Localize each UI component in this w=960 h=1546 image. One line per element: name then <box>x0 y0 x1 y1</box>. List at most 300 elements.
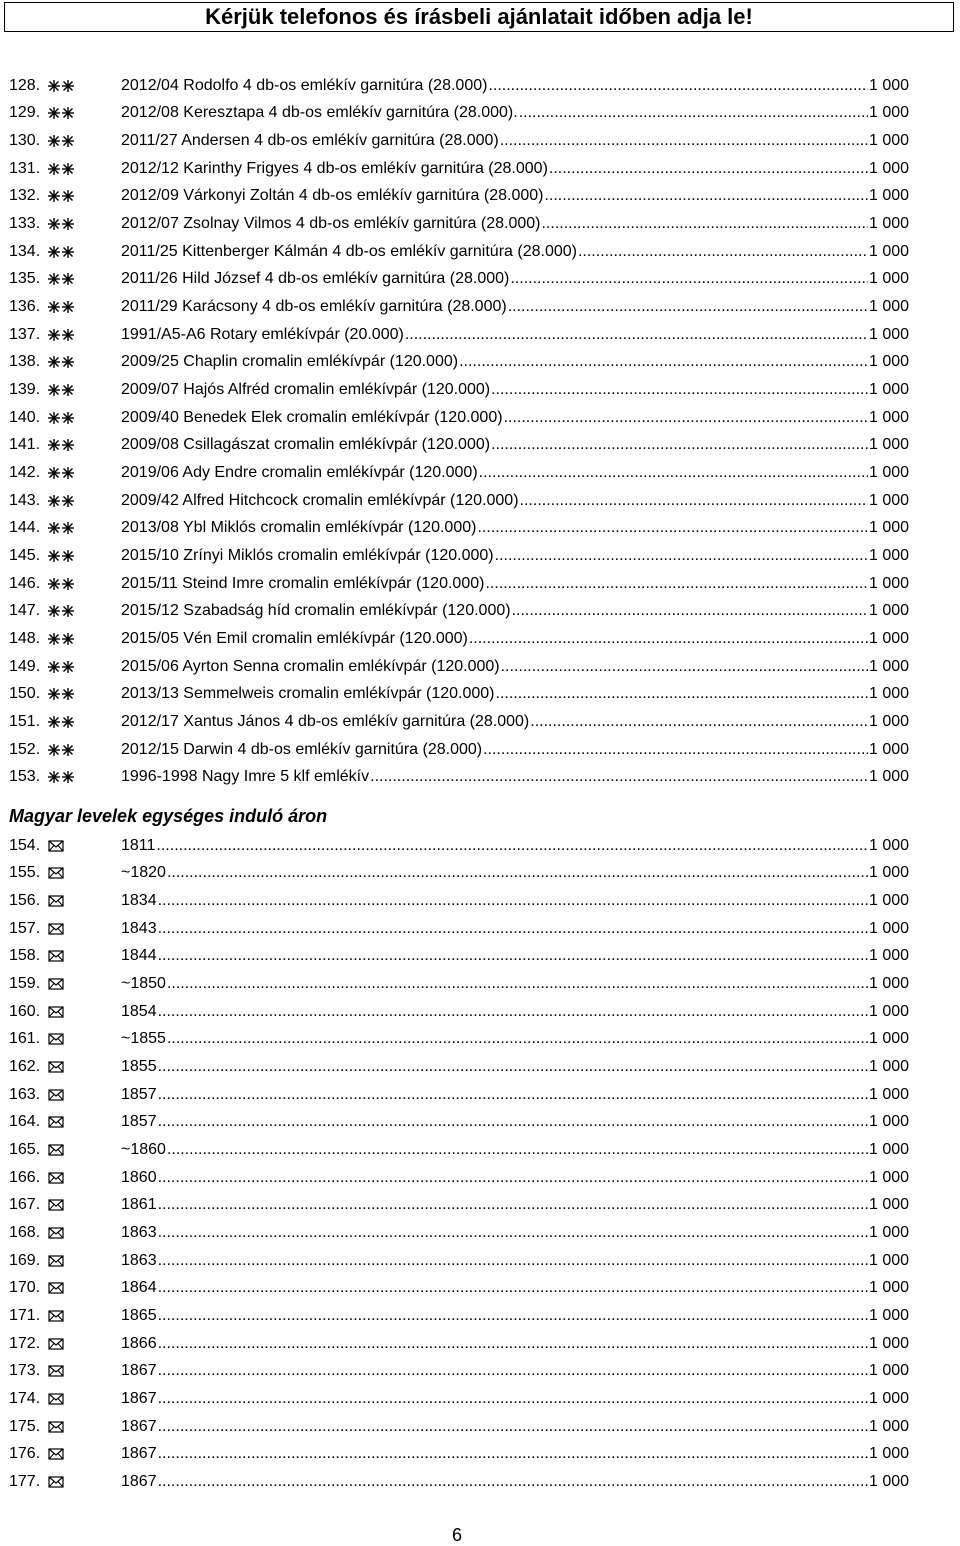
list-item <box>9 293 909 321</box>
item-description: 2012/07 Zsolnay Vilmos 4 db-os emlékív garnitúra (28.000) <box>121 215 541 233</box>
dot-leader <box>158 1307 868 1325</box>
item-number: 159. <box>9 975 41 993</box>
item-number: 167. <box>9 1196 41 1214</box>
dot-leader <box>158 1113 868 1131</box>
item-description: 1834 <box>121 892 157 910</box>
item-description: 1857 <box>121 1113 157 1131</box>
item-number: 152. <box>9 740 41 758</box>
item-description: 1860 <box>121 1168 157 1186</box>
item-number: 139. <box>9 381 41 399</box>
item-price: 1 000 <box>869 712 910 730</box>
item-number: 163. <box>9 1085 41 1103</box>
dot-leader <box>158 1003 868 1021</box>
item-description: 2011/29 Karácsony 4 db-os emlékív garnitúra (28.000) <box>121 298 507 316</box>
item-number: 169. <box>9 1251 41 1269</box>
list-item <box>9 943 909 971</box>
envelope-icon <box>45 1089 121 1101</box>
double-star-icon <box>45 604 121 618</box>
item-number: 158. <box>9 947 41 965</box>
dot-leader <box>477 519 868 537</box>
dot-leader <box>158 1445 868 1463</box>
envelope-icon <box>45 1476 121 1488</box>
double-star-icon <box>45 79 121 93</box>
item-description: 2015/11 Steind Imre cromalin emlékívpár (120.000) <box>121 574 485 592</box>
dot-leader <box>158 1362 868 1380</box>
list-item <box>9 321 909 349</box>
list-item <box>9 183 909 211</box>
item-price: 1 000 <box>869 685 910 703</box>
item-description: 1867 <box>121 1472 157 1490</box>
list-item <box>9 1026 909 1054</box>
list-item <box>9 1053 909 1081</box>
dot-leader <box>158 1086 868 1104</box>
envelope-icon <box>45 1255 121 1267</box>
item-price: 1 000 <box>869 381 910 399</box>
double-star-icon <box>45 549 121 563</box>
double-star-icon <box>45 770 121 784</box>
item-description: 2011/25 Kittenberger Kálmán 4 db-os emlékív garnitúra (28.000) <box>121 242 577 260</box>
item-price: 1 000 <box>869 187 910 205</box>
list-item <box>9 432 909 460</box>
dot-leader <box>491 436 868 454</box>
item-description: 2009/25 Chaplin cromalin emlékívpár (120.000) <box>121 353 459 371</box>
item-description: 1867 <box>121 1362 157 1380</box>
item-description: 2012/12 Karinthy Frigyes 4 db-os emlékív garnitúra (28.000) <box>121 159 548 177</box>
list-item <box>9 653 909 681</box>
list-item <box>9 1357 909 1385</box>
item-price: 1 000 <box>869 602 910 620</box>
dot-leader <box>158 920 868 938</box>
list-item <box>9 72 909 100</box>
list-item <box>9 376 909 404</box>
page-number: 6 <box>452 1525 463 1545</box>
dot-leader <box>405 326 868 344</box>
envelope-icon <box>45 1393 121 1405</box>
dot-leader <box>158 1473 868 1491</box>
list-item <box>9 915 909 943</box>
item-description: 2012/08 Keresztapa 4 db-os emlékív garnitúra (28.000). <box>121 104 518 122</box>
item-price: 1 000 <box>869 104 910 122</box>
double-star-icon <box>45 272 121 286</box>
double-star-icon <box>45 189 121 203</box>
list-item <box>9 1192 909 1220</box>
item-number: 129. <box>9 104 41 122</box>
double-star-icon <box>45 411 121 425</box>
item-price: 1 000 <box>869 919 910 937</box>
item-number: 165. <box>9 1141 41 1159</box>
item-description: 2009/07 Hajós Alfréd cromalin emlékívpár (120.000) <box>121 381 491 399</box>
item-number: 140. <box>9 408 41 426</box>
item-number: 143. <box>9 491 41 509</box>
item-number: 133. <box>9 215 41 233</box>
item-price: 1 000 <box>869 836 910 854</box>
item-number: 171. <box>9 1306 41 1324</box>
dot-leader <box>512 602 868 620</box>
double-star-icon <box>45 106 121 120</box>
list-item <box>9 266 909 294</box>
double-star-icon <box>45 217 121 231</box>
item-number: 146. <box>9 574 41 592</box>
item-price: 1 000 <box>869 1058 910 1076</box>
item-price: 1 000 <box>869 1113 910 1131</box>
list-item <box>9 1247 909 1275</box>
item-number: 147. <box>9 602 41 620</box>
item-description: 1855 <box>121 1058 157 1076</box>
list-item <box>9 1413 909 1441</box>
item-price: 1 000 <box>869 1279 910 1297</box>
envelope-icon <box>45 1199 121 1211</box>
list-item <box>9 127 909 155</box>
item-description: ~1855 <box>121 1030 166 1048</box>
page-header-banner <box>4 2 954 32</box>
dot-leader <box>167 975 868 993</box>
list-item <box>9 238 909 266</box>
dot-leader <box>520 492 868 510</box>
item-description: 1857 <box>121 1085 157 1103</box>
envelope-icon <box>45 1116 121 1128</box>
item-price: 1 000 <box>869 657 910 675</box>
double-star-icon <box>45 632 121 646</box>
item-price: 1 000 <box>869 270 910 288</box>
item-price: 1 000 <box>869 947 910 965</box>
dot-leader <box>158 1279 868 1297</box>
item-description: 1991/A5-A6 Rotary emlékívpár (20.000) <box>121 325 404 343</box>
item-number: 145. <box>9 546 41 564</box>
item-price: 1 000 <box>869 1085 910 1103</box>
item-number: 141. <box>9 436 41 454</box>
envelope-icon <box>45 1448 121 1460</box>
envelope-icon <box>45 1033 121 1045</box>
item-number: 174. <box>9 1389 41 1407</box>
list-item <box>9 459 909 487</box>
double-star-icon <box>45 162 121 176</box>
envelope-icon <box>45 1061 121 1073</box>
double-star-icon <box>45 134 121 148</box>
item-price: 1 000 <box>869 1389 910 1407</box>
item-price: 1 000 <box>869 1445 910 1463</box>
item-description: 2015/06 Ayrton Senna cromalin emlékívpár (120.000) <box>121 657 500 675</box>
item-price: 1 000 <box>869 1168 910 1186</box>
envelope-icon <box>45 895 121 907</box>
list-item <box>9 1081 909 1109</box>
envelope-icon <box>45 1338 121 1350</box>
item-number: 142. <box>9 464 41 482</box>
item-description: ~1820 <box>121 864 166 882</box>
item-price: 1 000 <box>869 1224 910 1242</box>
dot-leader <box>541 215 868 233</box>
double-star-icon <box>45 660 121 674</box>
dot-leader <box>544 187 868 205</box>
list-item <box>9 1109 909 1137</box>
item-description: 2013/08 Ybl Miklós cromalin emlékívpár (120.000) <box>121 519 477 537</box>
souvenir-sheet-list <box>9 72 909 791</box>
item-price: 1 000 <box>869 1334 910 1352</box>
double-star-icon <box>45 494 121 508</box>
list-item <box>9 155 909 183</box>
dot-leader <box>158 1418 868 1436</box>
item-number: 161. <box>9 1030 41 1048</box>
item-description: 1863 <box>121 1224 157 1242</box>
list-item <box>9 1219 909 1247</box>
item-description: 1863 <box>121 1251 157 1269</box>
item-number: 153. <box>9 768 41 786</box>
dot-leader <box>469 630 868 648</box>
item-description: 1866 <box>121 1334 157 1352</box>
item-price: 1 000 <box>869 464 910 482</box>
list-item <box>9 887 909 915</box>
item-description: 1844 <box>121 947 157 965</box>
item-price: 1 000 <box>869 519 910 537</box>
double-star-icon <box>45 715 121 729</box>
dot-leader <box>510 270 868 288</box>
item-description: 1864 <box>121 1279 157 1297</box>
dot-leader <box>479 464 868 482</box>
list-item <box>9 210 909 238</box>
item-description: 1867 <box>121 1417 157 1435</box>
double-star-icon <box>45 245 121 259</box>
double-star-icon <box>45 383 121 397</box>
dot-leader <box>530 713 868 731</box>
double-star-icon <box>45 300 121 314</box>
item-price: 1 000 <box>869 1417 910 1435</box>
item-price: 1 000 <box>869 298 910 316</box>
dot-leader <box>167 1141 868 1159</box>
list-item <box>9 832 909 860</box>
list-item <box>9 1164 909 1192</box>
item-number: 160. <box>9 1002 41 1020</box>
double-star-icon <box>45 577 121 591</box>
list-item <box>9 970 909 998</box>
envelope-icon <box>45 978 121 990</box>
dot-leader <box>167 1030 868 1048</box>
item-price: 1 000 <box>869 864 910 882</box>
item-description: 2015/05 Vén Emil cromalin emlékívpár (120.000) <box>121 629 468 647</box>
dot-leader <box>519 104 868 122</box>
item-description: 2009/08 Csillagászat cromalin emlékívpár (120.000) <box>121 436 491 454</box>
item-description: 2015/12 Szabadság híd cromalin emlékívpár (120.000) <box>121 602 511 620</box>
item-description: 2011/26 Hild József 4 db-os emlékív garnitúra (28.000) <box>121 270 510 288</box>
list-item <box>9 349 909 377</box>
item-price: 1 000 <box>869 546 910 564</box>
item-number: 166. <box>9 1168 41 1186</box>
item-number: 173. <box>9 1362 41 1380</box>
list-item <box>9 708 909 736</box>
list-item <box>9 542 909 570</box>
item-number: 148. <box>9 629 41 647</box>
item-description: 2009/40 Benedek Elek cromalin emlékívpár (120.000) <box>121 408 503 426</box>
item-description: ~1860 <box>121 1141 166 1159</box>
item-description: 1867 <box>121 1445 157 1463</box>
item-number: 128. <box>9 76 41 94</box>
item-description: 2013/13 Semmelweis cromalin emlékívpár (120.000) <box>121 685 495 703</box>
item-number: 130. <box>9 132 41 150</box>
item-number: 151. <box>9 712 41 730</box>
item-price: 1 000 <box>869 1030 910 1048</box>
list-item <box>9 100 909 128</box>
item-price: 1 000 <box>869 574 910 592</box>
item-description: 1811 <box>121 836 156 854</box>
item-number: 156. <box>9 892 41 910</box>
dot-leader <box>501 658 868 676</box>
list-item <box>9 1330 909 1358</box>
dot-leader <box>549 160 868 178</box>
item-price: 1 000 <box>869 768 910 786</box>
envelope-icon <box>45 1282 121 1294</box>
item-description: 2012/04 Rodolfo 4 db-os emlékív garnitúra (28.000) <box>121 76 488 94</box>
dot-leader <box>488 77 868 95</box>
dot-leader <box>158 1335 868 1353</box>
item-number: 157. <box>9 919 41 937</box>
item-description: 2019/06 Ady Endre cromalin emlékívpár (120.000) <box>121 464 478 482</box>
dot-leader <box>167 864 868 882</box>
item-description: 2012/15 Darwin 4 db-os emlékív garnitúra (28.000) <box>121 740 483 758</box>
double-star-icon <box>45 743 121 757</box>
dot-leader <box>158 1058 868 1076</box>
item-description: 2012/09 Várkonyi Zoltán 4 db-os emlékív garnitúra (28.000) <box>121 187 544 205</box>
item-number: 134. <box>9 242 41 260</box>
item-description: 2015/10 Zrínyi Miklós cromalin emlékívpár (120.000) <box>121 546 494 564</box>
dot-leader <box>370 768 868 786</box>
dot-leader <box>500 132 868 150</box>
dot-leader <box>483 741 868 759</box>
item-description: 1861 <box>121 1196 157 1214</box>
double-star-icon <box>45 687 121 701</box>
list-item <box>9 625 909 653</box>
item-price: 1 000 <box>869 215 910 233</box>
item-description: ~1850 <box>121 975 166 993</box>
item-price: 1 000 <box>869 1472 910 1490</box>
dot-leader <box>158 1196 868 1214</box>
item-number: 144. <box>9 519 41 537</box>
item-price: 1 000 <box>869 325 910 343</box>
list-item <box>9 680 909 708</box>
double-star-icon <box>45 466 121 480</box>
dot-leader <box>578 243 868 261</box>
page-header-title: Kérjük telefonos és írásbeli ajánlatait időben adja le! <box>205 4 753 29</box>
item-number: 172. <box>9 1334 41 1352</box>
list-item <box>9 1275 909 1303</box>
envelope-icon <box>45 1172 121 1184</box>
item-price: 1 000 <box>869 629 910 647</box>
list-item <box>9 736 909 764</box>
item-description: 1843 <box>121 919 157 937</box>
section-heading: Magyar levelek egységes induló áron <box>9 806 328 826</box>
item-price: 1 000 <box>869 242 910 260</box>
list-item <box>9 1440 909 1468</box>
item-number: 138. <box>9 353 41 371</box>
double-star-icon <box>45 328 121 342</box>
item-price: 1 000 <box>869 1002 910 1020</box>
list-item <box>9 487 909 515</box>
item-number: 177. <box>9 1472 41 1490</box>
item-description: 1865 <box>121 1306 157 1324</box>
dot-leader <box>459 353 868 371</box>
list-item <box>9 1468 909 1496</box>
item-price: 1 000 <box>869 132 910 150</box>
item-number: 168. <box>9 1224 41 1242</box>
envelope-icon <box>45 867 121 879</box>
item-price: 1 000 <box>869 892 910 910</box>
item-number: 137. <box>9 325 41 343</box>
double-star-icon <box>45 438 121 452</box>
item-description: 2012/17 Xantus János 4 db-os emlékív garnitúra (28.000) <box>121 712 530 730</box>
item-description: 1854 <box>121 1002 157 1020</box>
list-item <box>9 1136 909 1164</box>
item-number: 170. <box>9 1279 41 1297</box>
dot-leader <box>496 685 868 703</box>
item-price: 1 000 <box>869 408 910 426</box>
envelope-icon <box>45 950 121 962</box>
item-number: 136. <box>9 298 41 316</box>
list-item <box>9 763 909 791</box>
item-description: 1867 <box>121 1389 157 1407</box>
hungarian-letters-list <box>9 832 909 1496</box>
item-price: 1 000 <box>869 76 910 94</box>
list-item <box>9 998 909 1026</box>
dot-leader <box>158 1252 868 1270</box>
item-number: 155. <box>9 864 41 882</box>
item-price: 1 000 <box>869 436 910 454</box>
item-number: 175. <box>9 1417 41 1435</box>
list-item <box>9 570 909 598</box>
item-price: 1 000 <box>869 159 910 177</box>
item-price: 1 000 <box>869 491 910 509</box>
item-number: 154. <box>9 836 41 854</box>
item-number: 131. <box>9 159 41 177</box>
dot-leader <box>485 575 868 593</box>
item-price: 1 000 <box>869 740 910 758</box>
item-price: 1 000 <box>869 1251 910 1269</box>
item-price: 1 000 <box>869 1362 910 1380</box>
list-item <box>9 515 909 543</box>
item-price: 1 000 <box>869 353 910 371</box>
item-number: 135. <box>9 270 41 288</box>
item-price: 1 000 <box>869 975 910 993</box>
list-item <box>9 1385 909 1413</box>
envelope-icon <box>45 1144 121 1156</box>
double-star-icon <box>45 521 121 535</box>
list-item <box>9 597 909 625</box>
dot-leader <box>158 892 868 910</box>
envelope-icon <box>45 1310 121 1322</box>
dot-leader <box>158 947 868 965</box>
dot-leader <box>158 1390 868 1408</box>
dot-leader <box>495 547 868 565</box>
envelope-icon <box>45 1421 121 1433</box>
envelope-icon <box>45 1365 121 1377</box>
item-price: 1 000 <box>869 1196 910 1214</box>
envelope-icon <box>45 923 121 935</box>
item-description: 2011/27 Andersen 4 db-os emlékív garnitúra (28.000) <box>121 132 499 150</box>
list-item <box>9 860 909 888</box>
item-number: 149. <box>9 657 41 675</box>
dot-leader <box>158 1224 868 1242</box>
list-item <box>9 404 909 432</box>
dot-leader <box>156 837 868 855</box>
double-star-icon <box>45 355 121 369</box>
item-description: 1996-1998 Nagy Imre 5 klf emlékív <box>121 768 370 786</box>
dot-leader <box>508 298 868 316</box>
item-number: 150. <box>9 685 41 703</box>
envelope-icon <box>45 1006 121 1018</box>
dot-leader <box>158 1169 868 1187</box>
envelope-icon <box>45 1227 121 1239</box>
item-number: 164. <box>9 1113 41 1131</box>
dot-leader <box>491 381 868 399</box>
dot-leader <box>504 409 868 427</box>
item-price: 1 000 <box>869 1306 910 1324</box>
list-item <box>9 1302 909 1330</box>
